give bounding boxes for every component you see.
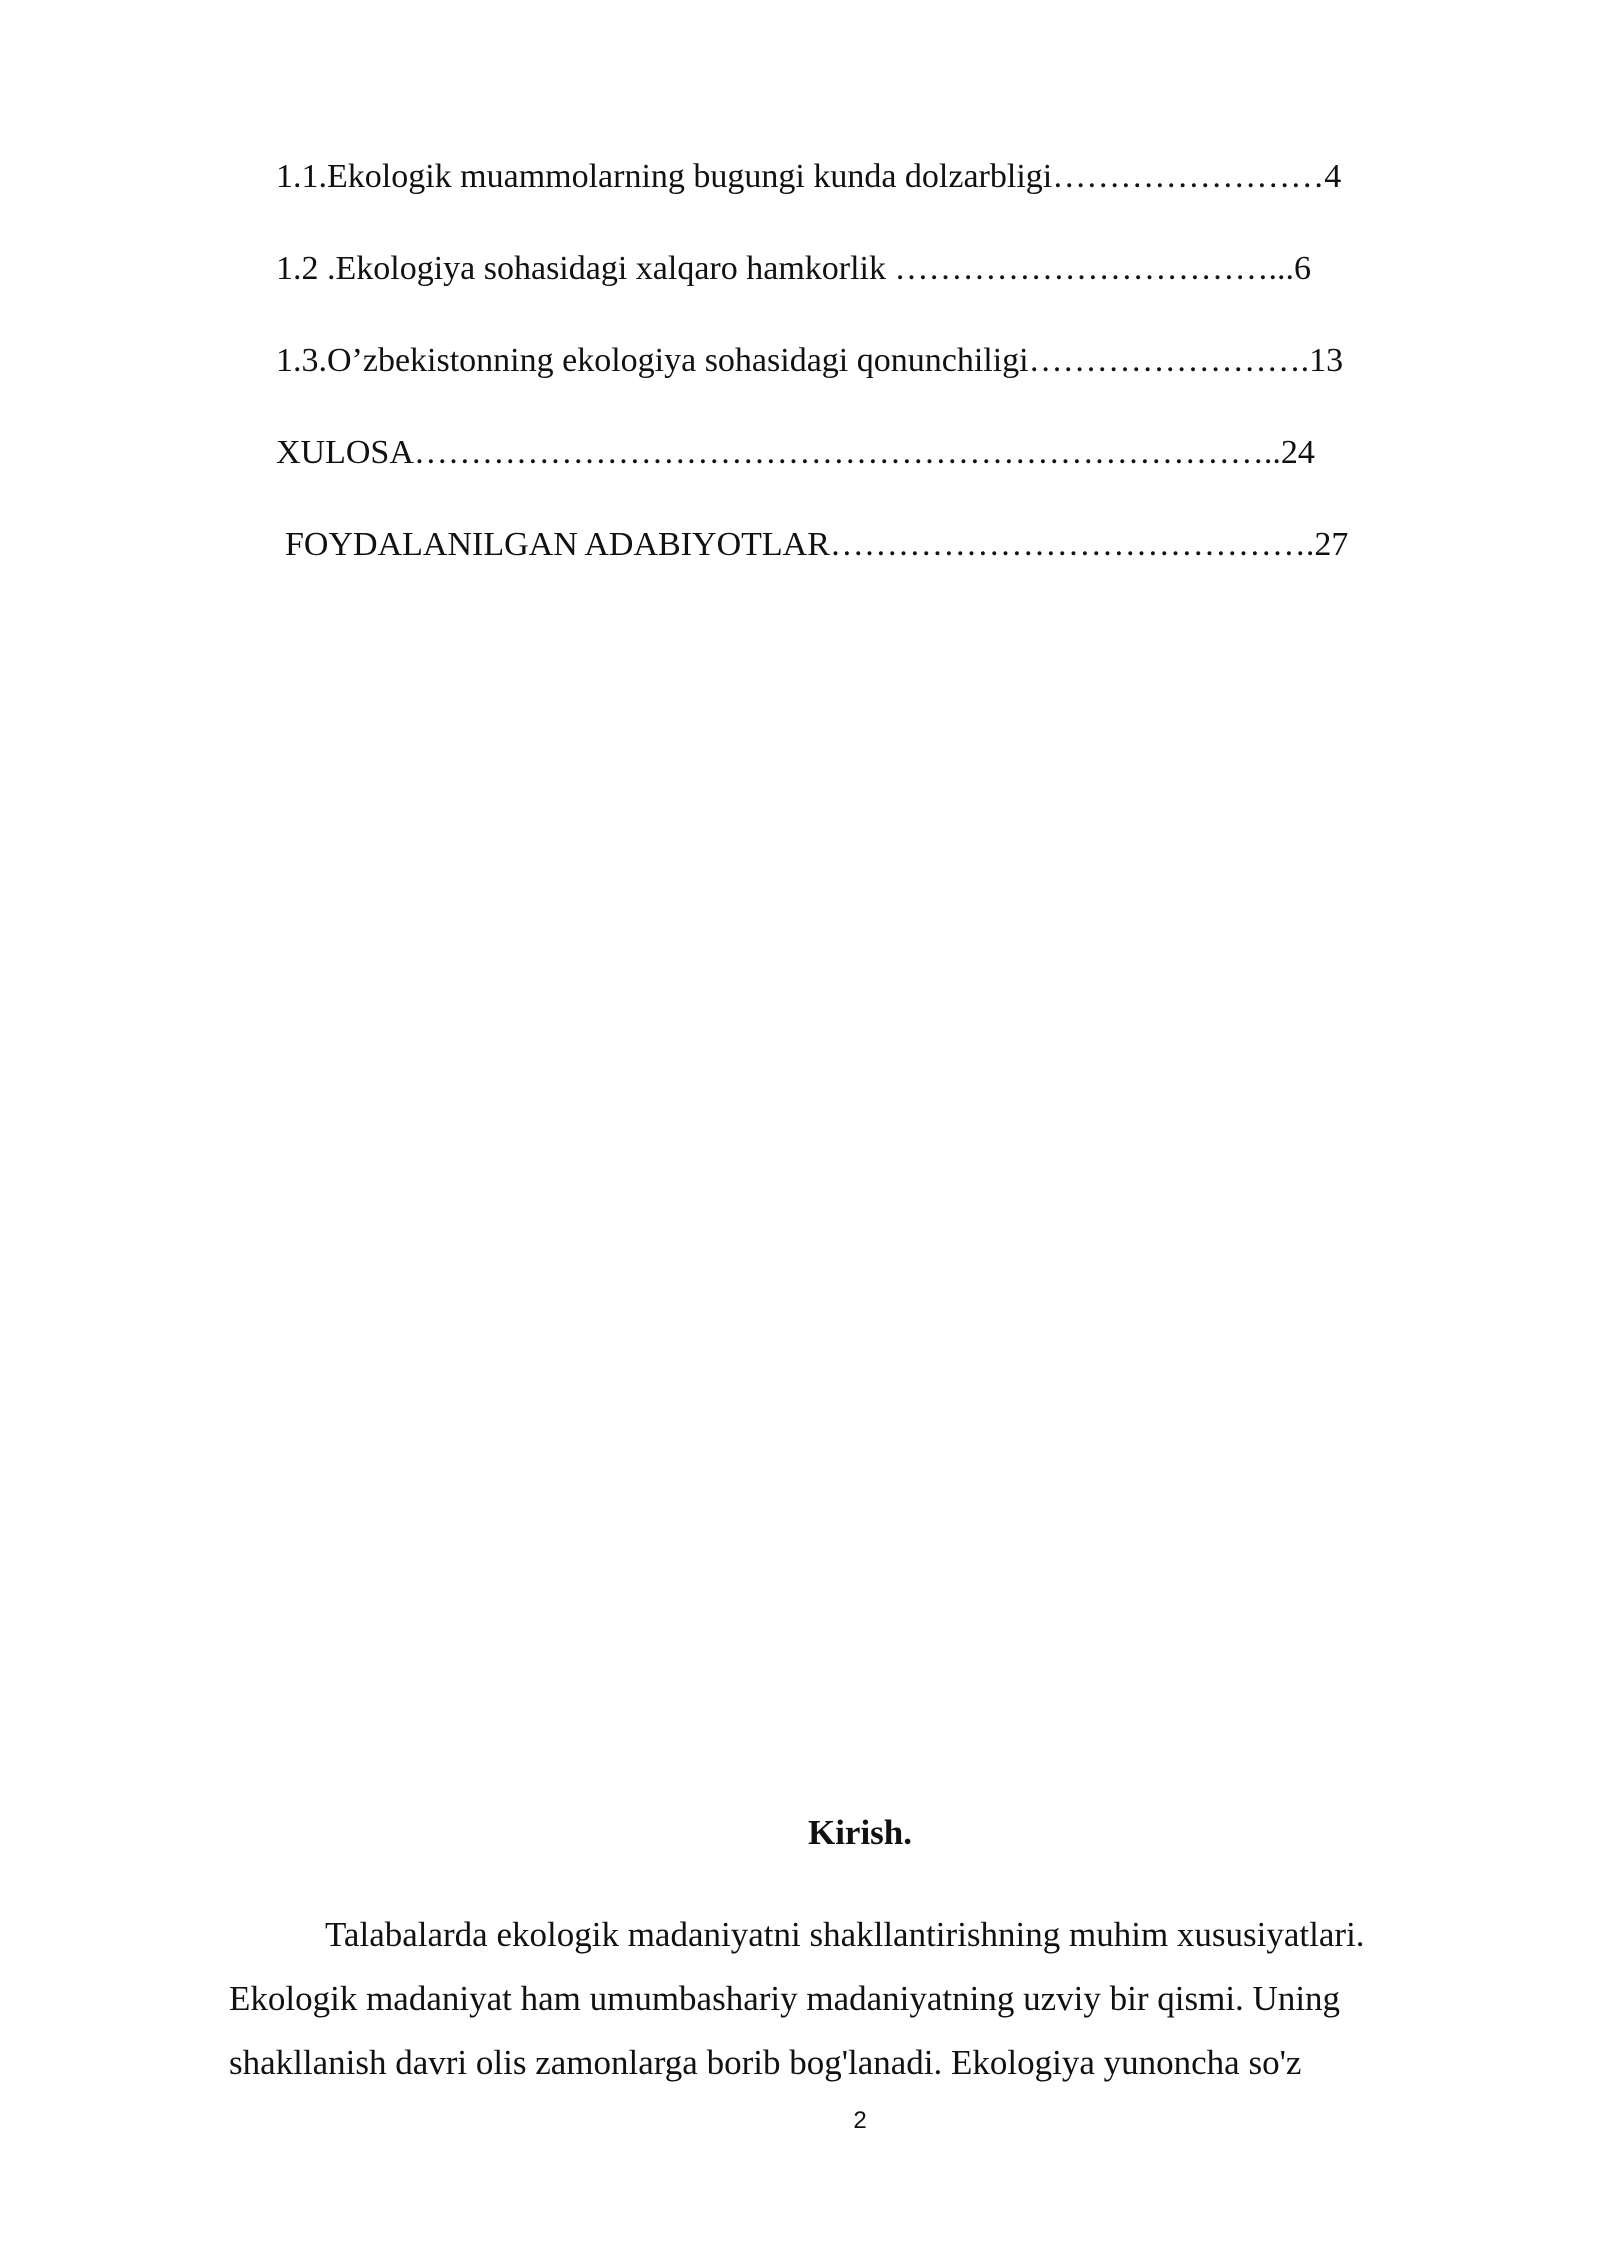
- section-heading: Kirish.: [807, 1813, 913, 1852]
- toc-entry[interactable]: [285, 525, 1348, 565]
- body-paragraph: [229, 1903, 1479, 2095]
- toc-entry-leader: …………………………………………………………………..: [413, 434, 1281, 471]
- toc-entry-leader: ……………………………...: [894, 250, 1294, 287]
- toc-entry[interactable]: [276, 341, 1343, 381]
- toc-entry[interactable]: [276, 249, 1311, 289]
- toc-entry-title: 1.3.O’zbekistonning ekologiya sohasidagi qonunchiligi: [276, 342, 1029, 379]
- toc-entry[interactable]: [276, 157, 1341, 197]
- toc-entry-page: 24: [1280, 434, 1315, 471]
- toc-entry[interactable]: [276, 433, 1315, 473]
- toc-entry-page: 6: [1294, 250, 1311, 287]
- page-number: 2: [853, 2107, 867, 2134]
- toc-entry-page: 27: [1314, 526, 1349, 563]
- toc-entry-title: FOYDALANILGAN ADABIYOTLAR: [285, 526, 830, 563]
- paragraph-line: Talabalarda ekologik madaniyatni shakllantirishning muhim xususiyatlari.: [325, 1915, 1365, 1954]
- toc-entry-title: XULOSA: [276, 434, 414, 471]
- toc-entry-leader: ……………………: [1052, 158, 1325, 195]
- toc-entry-page: 4: [1324, 158, 1342, 195]
- paragraph-line: Ekologik madaniyat ham umumbashariy madaniyatning uzviy bir qismi. Uning: [229, 1979, 1341, 2018]
- toc-entry-title: 1.2 .Ekologiya sohasidagi xalqaro hamkorlik: [276, 250, 895, 287]
- toc-entry-leader: …………………………………….: [829, 526, 1315, 563]
- paragraph-line: shakllanish davri olis zamonlarga borib bog'lanadi. Ekologiya yunoncha so'z: [229, 2043, 1302, 2082]
- toc-entry-leader: …………………….: [1028, 342, 1310, 379]
- toc-entry-page: 13: [1309, 342, 1344, 379]
- toc-entry-title: 1.1.Ekologik muammolarning bugungi kunda dolzarbligi: [276, 158, 1053, 195]
